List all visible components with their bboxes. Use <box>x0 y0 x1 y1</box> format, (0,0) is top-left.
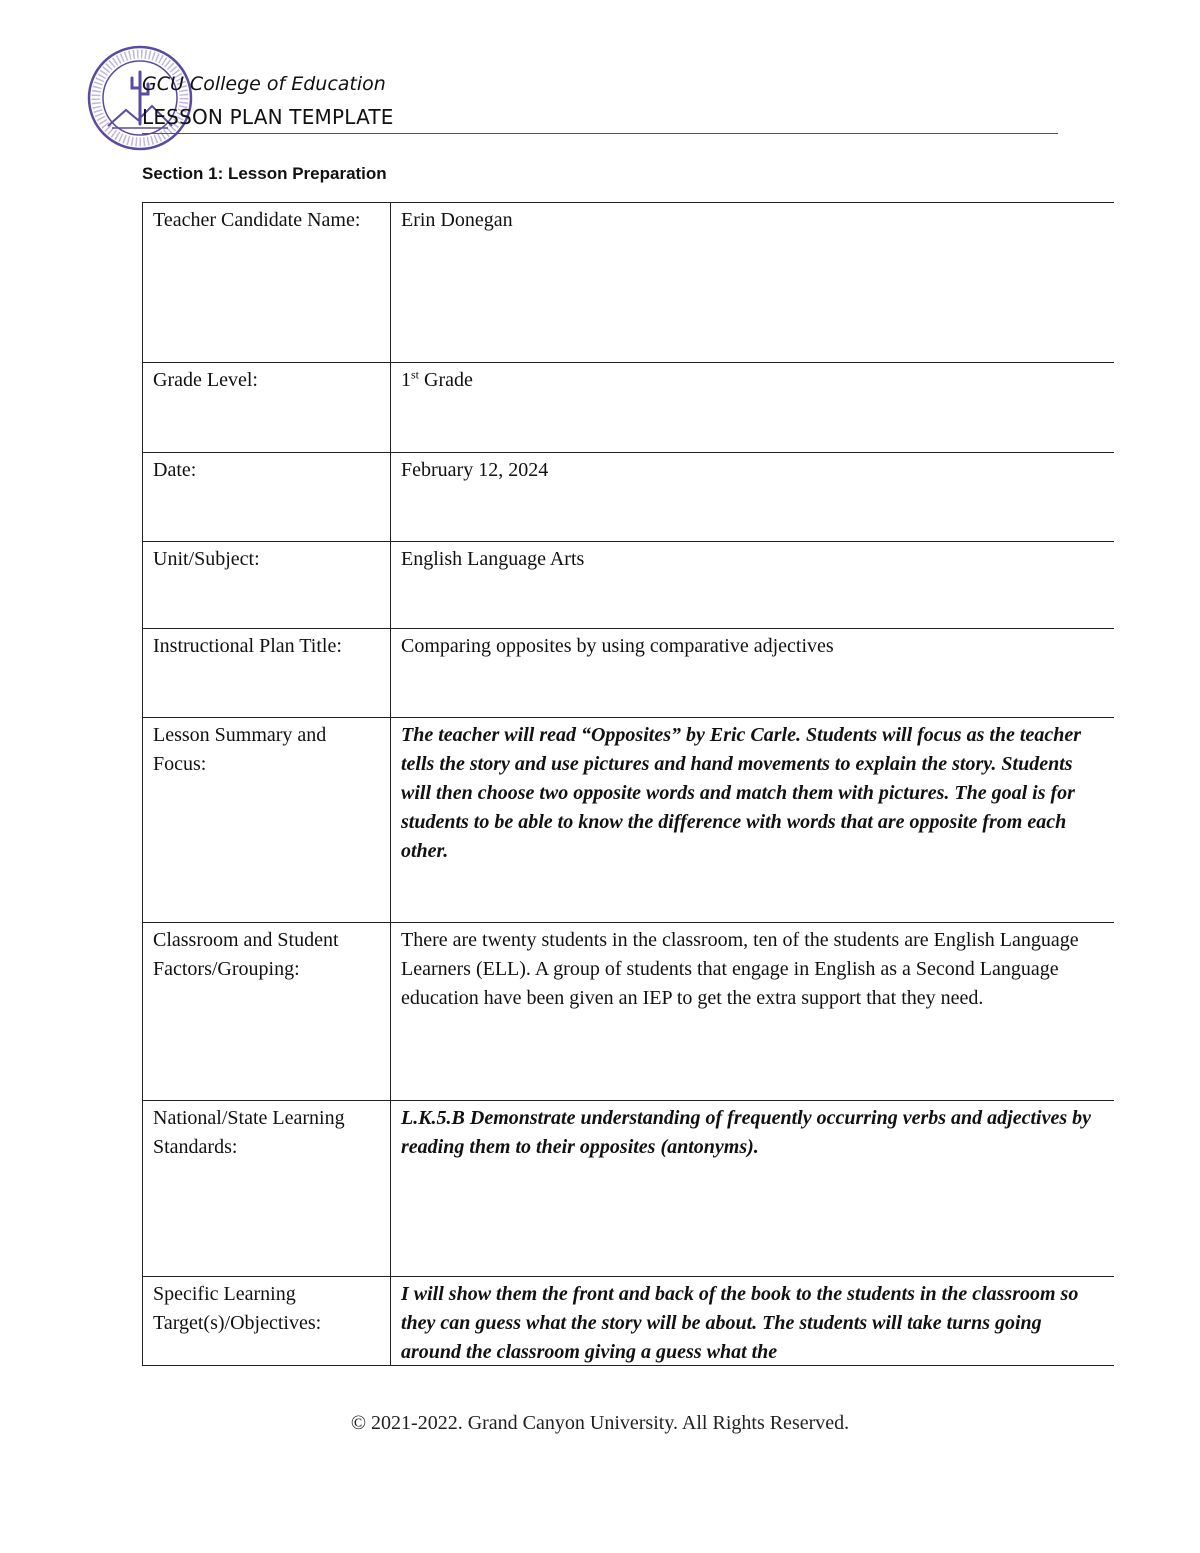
learning-standards-value: L.K.5.B Demonstrate understanding of frequently occurring verbs and adjectives by reading them to their opposites (antonyms). <box>391 1101 1115 1277</box>
grade-text: Grade <box>419 369 473 391</box>
college-name: GCU College of Education <box>142 73 386 95</box>
row-label: Teacher Candidate Name: <box>143 203 391 363</box>
grade-ordinal-suffix: st <box>411 367 420 382</box>
header-divider <box>142 133 1058 134</box>
template-title: LESSON PLAN TEMPLATE <box>142 105 394 129</box>
table-row <box>143 629 1115 718</box>
row-label: Classroom and Student Factors/Grouping: <box>143 923 391 1101</box>
row-label: Instructional Plan Title: <box>143 629 391 718</box>
row-label: Grade Level: <box>143 363 391 453</box>
table-row <box>143 923 1115 1101</box>
unit-subject-value: English Language Arts <box>391 542 1115 629</box>
table-row <box>143 1101 1115 1277</box>
copyright-footer: © 2021-2022. Grand Canyon University. All Rights Reserved. <box>350 1412 850 1434</box>
date-value: February 12, 2024 <box>391 453 1115 542</box>
table-row <box>143 542 1115 629</box>
lesson-preparation-table <box>142 202 1114 1366</box>
lesson-summary-value: The teacher will read “Opposites” by Eric Carle. Students will focus as the teacher tells the story and use pictures and hand movements to explain the story. Students will then choose two opposite words and match them with pictures. The goal is for students to be able to know the difference with words that are opposite from each other. <box>391 718 1115 923</box>
table-row <box>143 363 1115 453</box>
table-row <box>143 1277 1115 1367</box>
teacher-name-value: Erin Donegan <box>391 203 1115 363</box>
row-label: Unit/Subject: <box>143 542 391 629</box>
table-row <box>143 203 1115 363</box>
row-label: Specific Learning Target(s)/Objectives: <box>143 1277 391 1367</box>
learning-objectives-value: I will show them the front and back of the book to the students in the classroom so they can guess what the story will be about. The students will take turns going around the classroom giving a guess what the <box>391 1277 1115 1367</box>
row-label: Date: <box>143 453 391 542</box>
classroom-factors-value: There are twenty students in the classroom, ten of the students are English Language Learners (ELL). A group of students that engage in English as a Second Language education have been given an IEP to get the extra support that they need. <box>391 923 1115 1101</box>
row-label: National/State Learning Standards: <box>143 1101 391 1277</box>
section-heading: Section 1: Lesson Preparation <box>142 164 387 183</box>
row-label: Lesson Summary and Focus: <box>143 718 391 923</box>
university-seal-icon <box>86 44 194 152</box>
plan-title-value: Comparing opposites by using comparative adjectives <box>391 629 1115 718</box>
table-row <box>143 718 1115 923</box>
grade-number: 1 <box>401 369 411 391</box>
table-row <box>143 453 1115 542</box>
grade-level-value <box>391 363 1115 453</box>
